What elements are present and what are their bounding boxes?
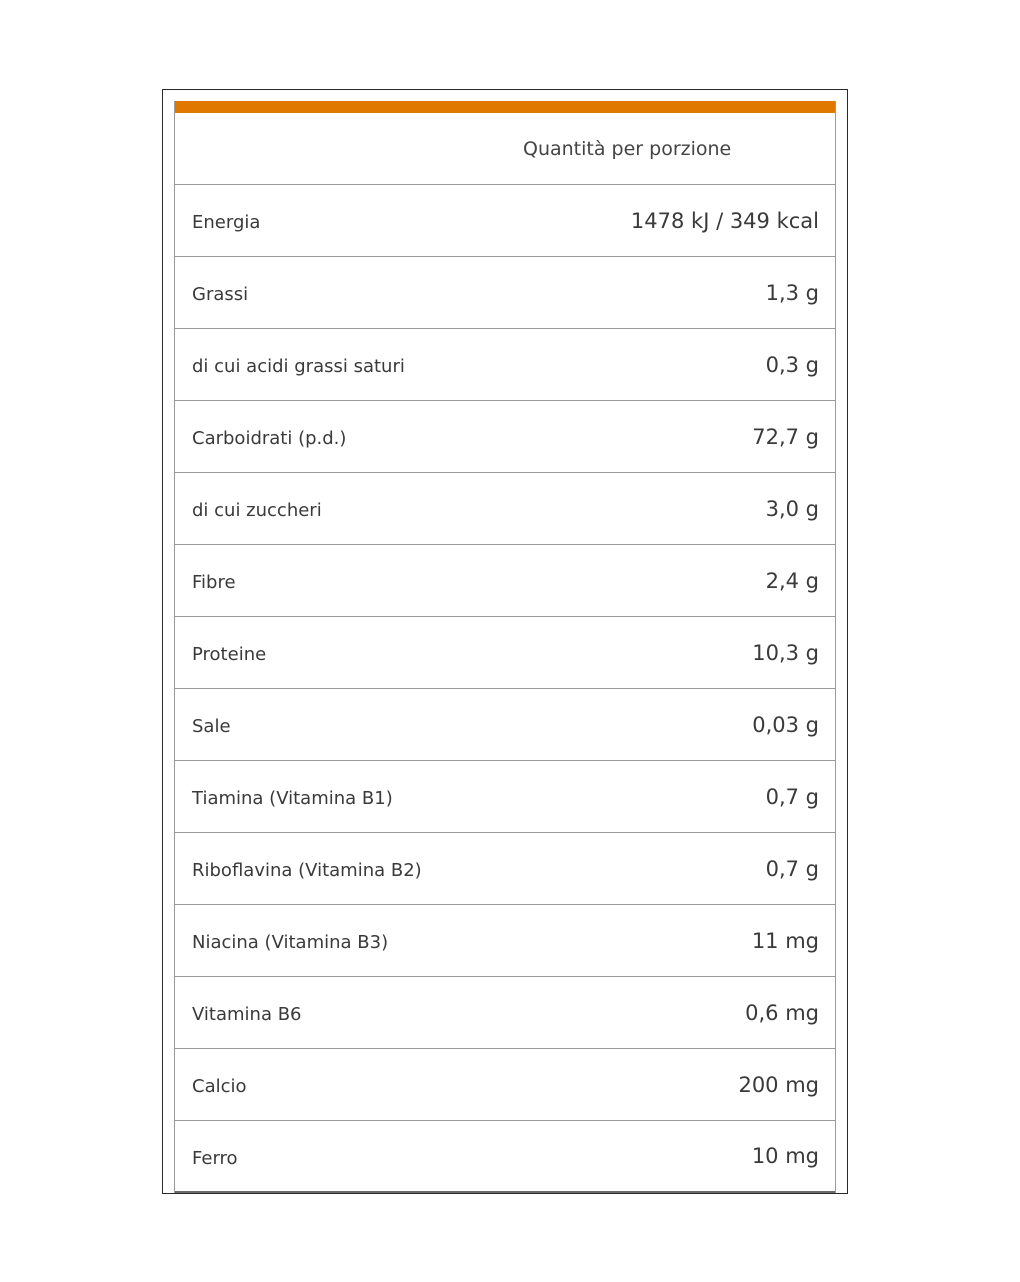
nutrient-label: Proteine [192,644,267,665]
nutrient-label: Carboidrati (p.d.) [192,428,347,449]
nutrient-value: 0,3 g [765,352,819,377]
table-row [175,329,835,401]
nutrient-label: Ferro [192,1147,238,1169]
nutrient-label: Riboflavina (Vitamina B2) [192,860,422,881]
nutrient-value: 11 mg [751,928,819,953]
table-row [175,761,835,833]
nutrient-label: Niacina (Vitamina B3) [192,932,389,953]
table-row [175,473,835,545]
table-row [175,689,835,761]
nutrient-value: 10,3 g [752,640,819,665]
nutrient-value: 3,0 g [765,496,819,521]
table-row [175,977,835,1049]
nutrient-label: Grassi [192,284,249,305]
nutrient-label: Fibre [192,572,236,593]
table-row [175,401,835,473]
nutrient-value: 1478 kJ / 349 kcal [630,208,819,233]
nutrient-label: Vitamina B6 [192,1004,302,1025]
nutrient-value: 0,7 g [765,856,819,881]
nutrient-value: 0,6 mg [745,1000,819,1025]
table-row [175,185,835,257]
nutrient-value: 2,4 g [765,568,819,593]
nutrient-value: 1,3 g [765,280,819,305]
table-body [175,185,835,1193]
table-row [175,833,835,905]
nutrient-label: di cui acidi grassi saturi [192,356,405,377]
nutrition-table [174,101,836,1193]
accent-bar [175,101,835,113]
table-header [175,113,835,185]
nutrient-value: 10 mg [751,1144,819,1168]
nutrient-label: Tiamina (Vitamina B1) [192,788,393,809]
table-row [175,905,835,977]
nutrient-label: di cui zuccheri [192,500,322,521]
table-row [175,617,835,689]
table-row [175,1049,835,1121]
column-header-quantity: Quantità per porzione [523,138,732,160]
nutrient-label: Sale [192,716,231,737]
nutrient-value: 0,7 g [765,784,819,809]
table-row [175,257,835,329]
nutrient-value: 0,03 g [752,712,819,737]
nutrient-label: Calcio [192,1076,247,1097]
table-row [175,545,835,617]
nutrient-value: 200 mg [738,1072,819,1097]
nutrient-value: 72,7 g [752,424,819,449]
table-row [175,1121,835,1193]
nutrient-label: Energia [192,212,261,233]
